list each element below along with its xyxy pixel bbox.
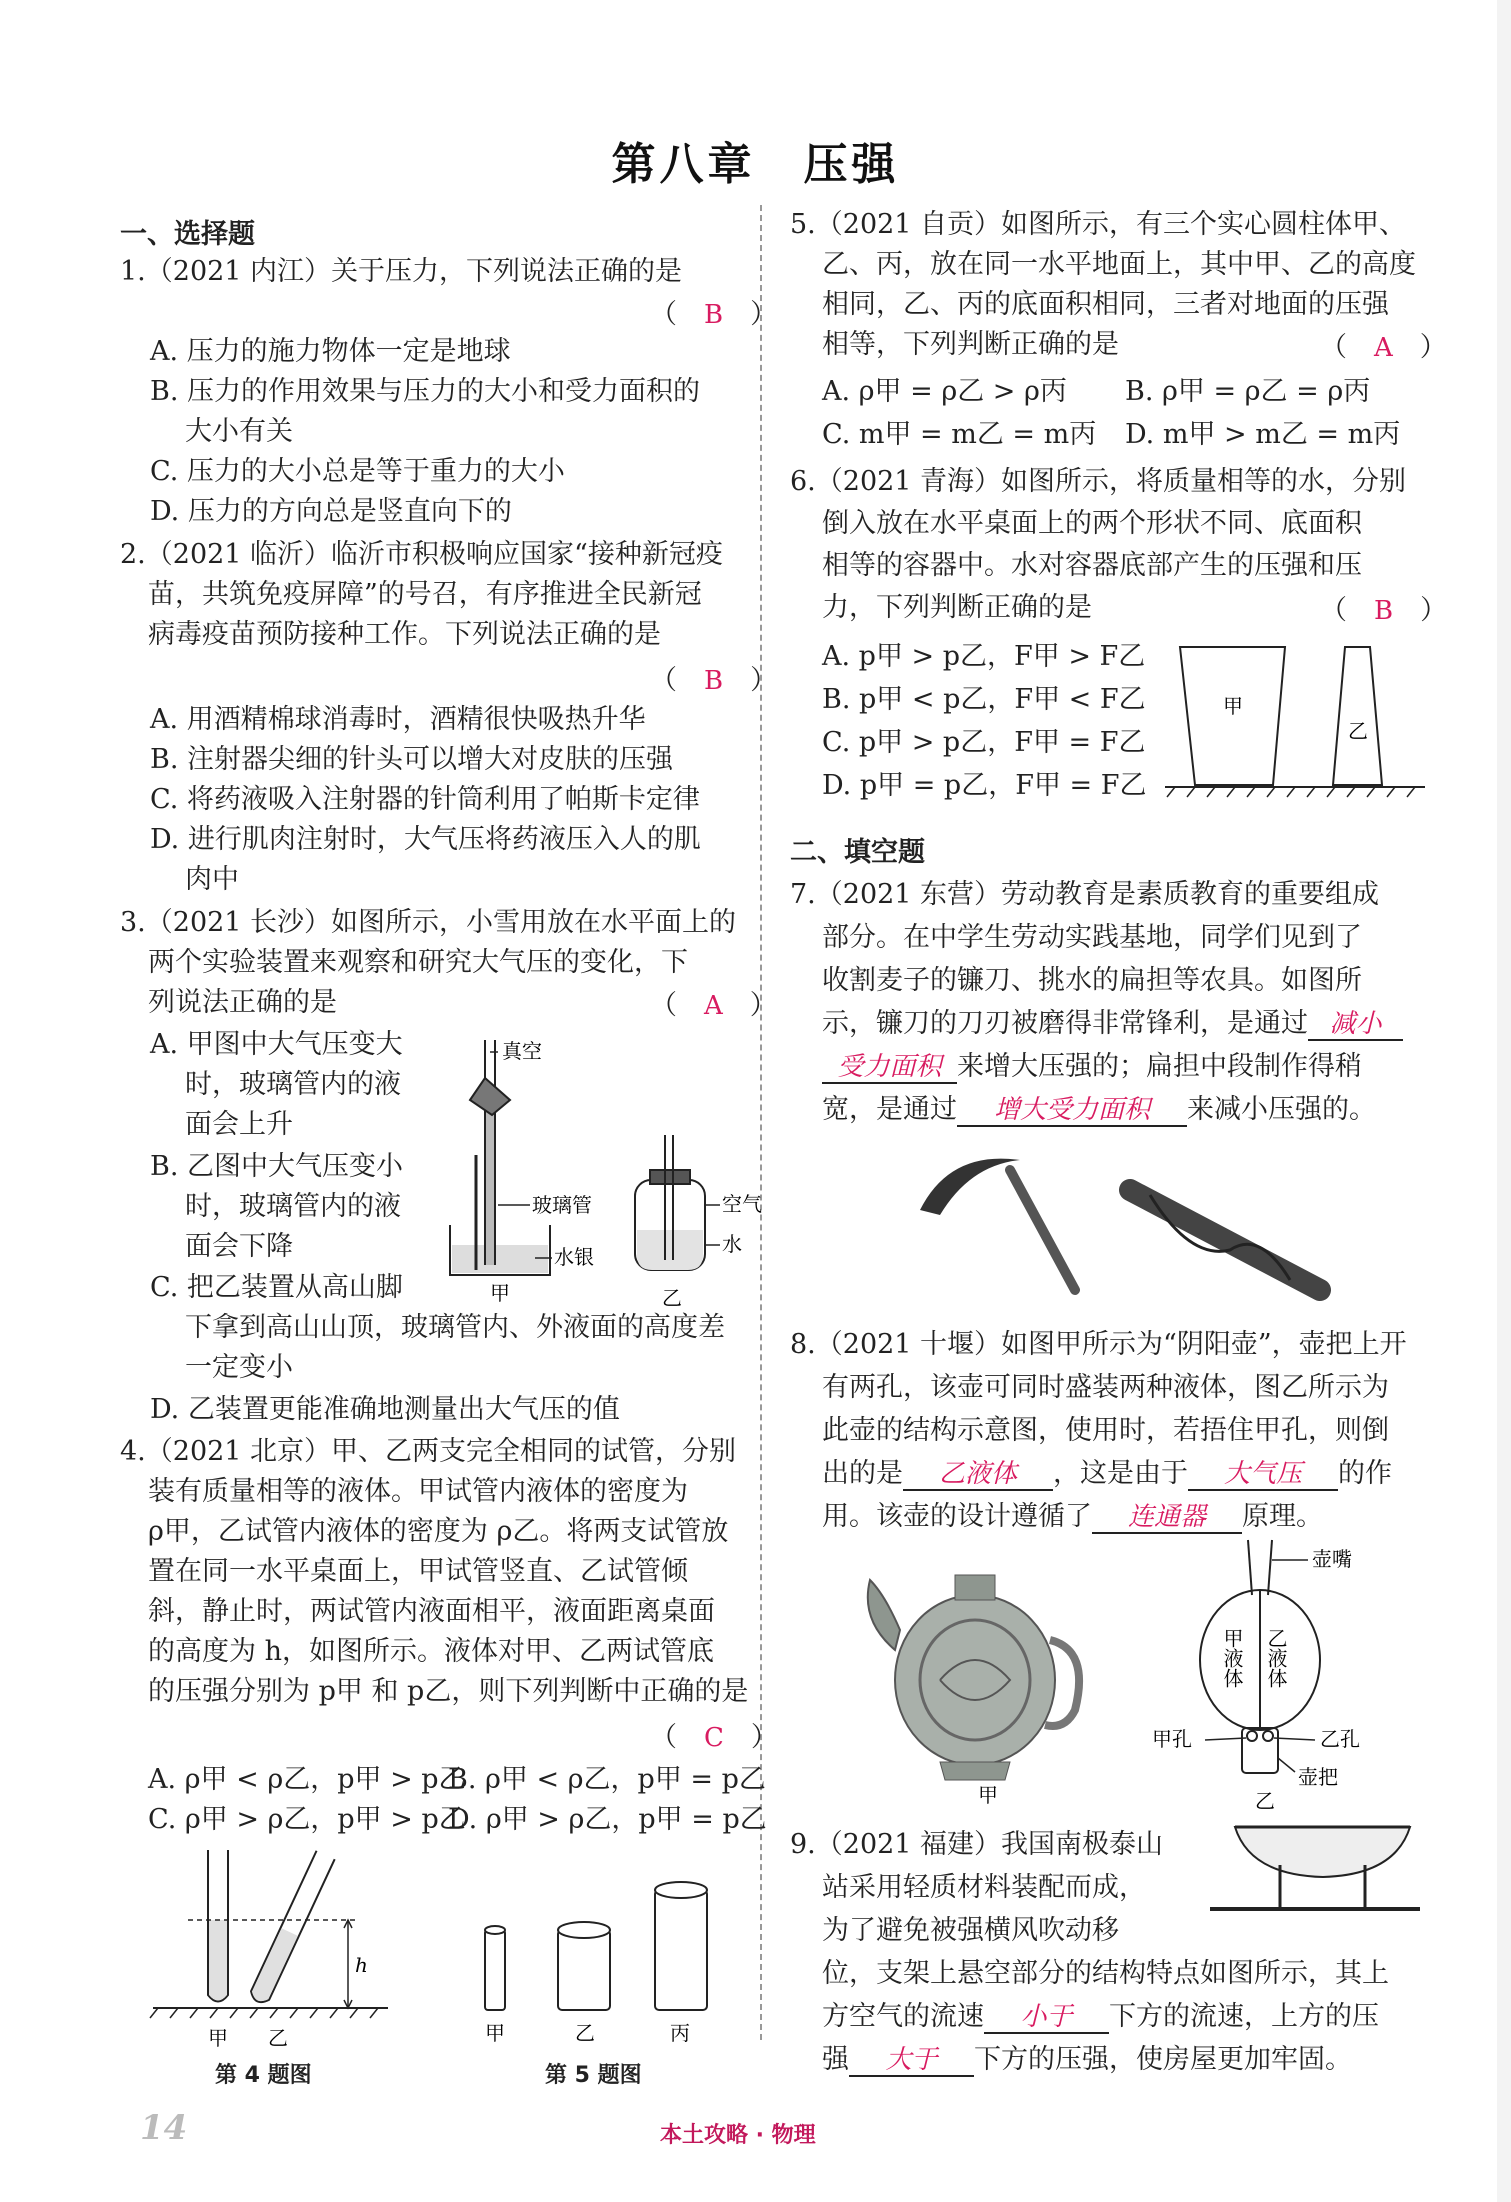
bottle-yi <box>635 1135 705 1270</box>
q8-post2: 原理。 <box>1242 1501 1323 1532</box>
sickle-blade <box>920 1159 1020 1215</box>
q6-line3: 相等的容器中。水对容器底部产生的压强和压 <box>822 550 1362 581</box>
q8-pre2: 用。该壶的设计遵循了 <box>822 1501 1092 1532</box>
q9-pre2: 强 <box>822 2044 849 2075</box>
section-fill: 二、填空题 <box>790 837 925 868</box>
q8-line5-wrap <box>822 1497 1323 1537</box>
label-h: h <box>355 1953 368 1977</box>
q9-pre: 方空气的流速 <box>822 2001 984 2032</box>
q7-line3: 收割麦子的镰刀、挑水的扁担等农具。如图所 <box>822 965 1362 996</box>
q5-opt-c: C. m甲 = m乙 = m丙 <box>822 419 1097 450</box>
q6-answer-bracket: （ B ） <box>1320 595 1448 626</box>
q3-opt-b3: 面会下降 <box>185 1231 293 1262</box>
q3-answer: A <box>704 991 723 1021</box>
cylinder-jia <box>485 1930 505 2010</box>
q2-line1: 2.（2021 临沂）临沂市积极响应国家“接种新冠疫 <box>120 539 723 570</box>
label-jia: 甲 <box>490 1281 510 1305</box>
q7-line6-wrap <box>822 1090 1376 1130</box>
cylinder-yi <box>558 1930 610 2010</box>
fig4-label-yi: 乙 <box>268 2026 288 2050</box>
q3-opt-c3: 一定变小 <box>185 1352 293 1383</box>
q2-line3: 病毒疫苗预防接种工作。下列说法正确的是 <box>148 619 661 650</box>
label-yi-liquid: 乙液体 <box>1264 1628 1288 1688</box>
q1-opt-b2: 大小有关 <box>185 416 293 447</box>
q2-answer: B <box>704 666 724 696</box>
q8-mid: ，这是由于 <box>1053 1458 1188 1489</box>
mercury-column <box>486 1090 494 1265</box>
q3-opt-d: D. 乙装置更能准确地测量出大气压的值 <box>150 1394 620 1425</box>
q2-opt-d2: 肉中 <box>185 864 239 895</box>
q4-opt-a: A. ρ甲 < ρ乙，p甲 > p乙 <box>148 1764 466 1795</box>
label-jia-liquid: 甲液体 <box>1220 1628 1244 1688</box>
q5-answer: A <box>1374 333 1393 363</box>
q7-line1: 7.（2021 东营）劳动教育是素质教育的重要组成 <box>790 879 1380 910</box>
q6-opt-c: C. p甲 > p乙，F甲 = F乙 <box>822 727 1146 758</box>
q7-blank1b: 受力面积 <box>822 1052 957 1084</box>
q8-post: 的作 <box>1338 1458 1392 1489</box>
chapter-title: 第八章 压强 <box>611 139 900 190</box>
teapot-diagram <box>1200 1540 1320 1773</box>
fig4-label-jia: 甲 <box>208 2026 228 2050</box>
q7-blank1a: 减小 <box>1308 1009 1403 1041</box>
q1-answer: B <box>704 300 724 330</box>
fig5-label-jia: 甲 <box>485 2021 505 2045</box>
q9-line1: 9.（2021 福建）我国南极泰山 <box>790 1829 1164 1860</box>
fig5-caption: 第 5 题图 <box>545 2063 642 2088</box>
q4-opt-c: C. ρ甲 > ρ乙，p甲 > p乙 <box>148 1804 466 1835</box>
q3-answer-bracket: （ A ） <box>650 990 777 1021</box>
q9-line3: 为了避免被强横风吹动移 <box>822 1915 1119 1946</box>
q3-opt-a2: 时，玻璃管内的液 <box>185 1069 401 1100</box>
q5-line3: 相同，乙、丙的底面积相同，三者对地面的压强 <box>822 289 1389 320</box>
section-choice: 一、选择题 <box>120 219 255 250</box>
fig5-label-yi: 乙 <box>575 2021 595 2045</box>
q7-figure <box>910 1140 1330 1310</box>
fig6-label-yi: 乙 <box>1348 719 1368 743</box>
footer-brand: 本土攻略 · 物理 <box>660 2123 816 2148</box>
q4-line3: ρ甲，乙试管内液体的密度为 ρ乙。将两支试管放 <box>148 1516 729 1547</box>
q1-stem: 1.（2021 内江）关于压力，下列说法正确的是 <box>120 256 683 287</box>
label-spout: 壶嘴 <box>1312 1547 1352 1571</box>
q6-opt-d: D. p甲 = p乙，F甲 = F乙 <box>822 770 1147 801</box>
q2-opt-d: D. 进行肌肉注射时，大气压将药液压入人的肌 <box>150 824 701 855</box>
q2-line2: 苗，共筑免疫屏障”的号召，有序推进全民新冠 <box>148 579 702 610</box>
q9-line6-wrap <box>822 2040 1352 2080</box>
q5-line1: 5.（2021 自贡）如图所示，有三个实心圆柱体甲、 <box>790 209 1407 240</box>
q5-answer-bracket: （ A ） <box>1320 332 1447 363</box>
label-vacuum: 真空 <box>502 1039 542 1063</box>
q1-answer-bracket: （ B ） <box>650 299 778 330</box>
fig6-label-jia: 甲 <box>1223 694 1243 718</box>
q2-opt-b: B. 注射器尖细的针头可以增大对皮肤的压强 <box>150 744 674 775</box>
q3-opt-a3: 面会上升 <box>185 1109 293 1140</box>
q8-line3: 此壶的结构示意图，使用时，若捂住甲孔，则倒 <box>822 1415 1389 1446</box>
q3-opt-c2: 下拿到高山山顶，玻璃管内、外液面的高度差 <box>185 1312 725 1343</box>
q4-line1: 4.（2021 北京）甲、乙两支完全相同的试管，分别 <box>120 1436 737 1467</box>
q3-line2: 两个实验装置来观察和研究大气压的变化，下 <box>148 947 688 978</box>
q2-answer-bracket: （ B ） <box>650 665 778 696</box>
q7-line4-wrap <box>822 1004 1403 1044</box>
q7-line5-wrap <box>822 1047 1362 1087</box>
label-water: 水 <box>722 1232 742 1256</box>
q1-opt-d: D. 压力的方向总是竖直向下的 <box>150 496 512 527</box>
q8-blank2: 大气压 <box>1188 1459 1338 1491</box>
q1-opt-c: C. 压力的大小总是等于重力的大小 <box>150 456 565 487</box>
label-jia-hole: 甲孔 <box>1152 1727 1192 1751</box>
q4-opt-b: B. ρ甲 < ρ乙，p甲 = p乙 <box>448 1764 766 1795</box>
q7-line4: 示，镰刀的刀刃被磨得非常锋利，是通过 <box>822 1008 1308 1039</box>
teapot-photo <box>868 1575 1079 1780</box>
q6-line4: 力，下列判断正确的是 <box>822 592 1092 623</box>
q8-line1: 8.（2021 十堰）如图甲所示为“阴阳壶”，壶把上开 <box>790 1329 1407 1360</box>
q6-figure <box>1160 635 1430 815</box>
q3-opt-b: B. 乙图中大气压变小 <box>150 1151 404 1182</box>
q9-post2: 下方的压强，使房屋更加牢固。 <box>974 2044 1352 2075</box>
q9-blank2: 大于 <box>849 2045 974 2077</box>
label-mercury: 水银 <box>554 1245 594 1269</box>
q1-opt-b: B. 压力的作用效果与压力的大小和受力面积的 <box>150 376 701 407</box>
q4-answer-bracket: （ C ） <box>650 1722 778 1753</box>
q5-line2: 乙、丙，放在同一水平地面上，其中甲、乙的高度 <box>822 249 1416 280</box>
page-number: 14 <box>140 2108 188 2148</box>
q2-opt-c: C. 将药液吸入注射器的针筒利用了帕斯卡定律 <box>150 784 700 815</box>
barometer-jia <box>450 1040 550 1275</box>
q9-figure <box>1195 1815 1425 1925</box>
fig8-label-jia: 甲 <box>978 1783 998 1807</box>
q6-opt-b: B. p甲 < p乙，F甲 < F乙 <box>822 684 1146 715</box>
q8-figure <box>860 1540 1420 1813</box>
label-glass-tube: 玻璃管 <box>532 1193 592 1217</box>
q7-line2: 部分。在中学生劳动实践基地，同学们见到了 <box>822 922 1362 953</box>
q6-line1: 6.（2021 青海）如图所示，将质量相等的水，分别 <box>790 466 1407 497</box>
q9-line2: 站采用轻质材料装配而成， <box>822 1872 1146 1903</box>
q3-opt-a: A. 甲图中大气压变大 <box>150 1029 403 1060</box>
carrying-pole <box>1130 1190 1320 1290</box>
q7-blank2: 增大受力面积 <box>957 1095 1187 1127</box>
q7-post2: 来减小压强的。 <box>1187 1094 1376 1125</box>
cylinder-bing <box>655 1890 707 2010</box>
q3-line3: 列说法正确的是 <box>148 987 337 1018</box>
q9-mid: 下方的流速，上方的压 <box>1109 2001 1379 2032</box>
q7-mid: 来增大压强的；扁担中段制作得稍 <box>957 1051 1362 1082</box>
q6-opt-a: A. p甲 > p乙，F甲 > F乙 <box>822 641 1146 672</box>
q4-figure <box>148 1840 398 2060</box>
q4-line4: 置在同一水平桌面上，甲试管竖直、乙试管倾 <box>148 1556 688 1587</box>
container-yi <box>1333 647 1382 785</box>
q8-pre: 出的是 <box>822 1458 903 1489</box>
q8-line4-wrap <box>822 1454 1392 1494</box>
q4-line6: 的高度为 h，如图所示。液体对甲、乙两试管底 <box>148 1636 714 1667</box>
q6-answer: B <box>1374 596 1394 626</box>
fig4-caption: 第 4 题图 <box>215 2063 312 2088</box>
q1-opt-a: A. 压力的施力物体一定是地球 <box>150 336 511 367</box>
q5-line4: 相等，下列判断正确的是 <box>822 329 1119 360</box>
fig8-label-yi: 乙 <box>1255 1789 1275 1813</box>
test-tube-yi <box>248 1851 334 2006</box>
q9-blank1: 小于 <box>984 2002 1109 2034</box>
q7-pre2: 宽，是通过 <box>822 1094 957 1125</box>
q4-line5: 斜，静止时，两试管内液面相平，液面距离桌面 <box>148 1596 715 1627</box>
q8-blank3: 连通器 <box>1092 1502 1242 1534</box>
q4-opt-d: D. ρ甲 > ρ乙，p甲 = p乙 <box>448 1804 767 1835</box>
q9-line4: 位，支架上悬空部分的结构特点如图所示，其上 <box>822 1958 1389 1989</box>
label-yi: 乙 <box>662 1286 682 1310</box>
label-yi-hole: 乙孔 <box>1320 1727 1360 1751</box>
q3-opt-c: C. 把乙装置从高山脚 <box>150 1272 403 1303</box>
q3-line1: 3.（2021 长沙）如图所示，小雪用放在水平面上的 <box>120 907 737 938</box>
q9-line5-wrap <box>822 1997 1379 2037</box>
q4-line7: 的压强分别为 p甲 和 p乙，则下列判断中正确的是 <box>148 1676 749 1707</box>
q5-opt-d: D. m甲 > m乙 = m丙 <box>1125 419 1401 450</box>
q2-opt-a: A. 用酒精棉球消毒时，酒精很快吸热升华 <box>150 704 646 735</box>
q5-opt-a: A. ρ甲 = ρ乙 > ρ丙 <box>822 376 1067 407</box>
sickle-handle <box>1010 1170 1075 1290</box>
q5-opt-b: B. ρ甲 = ρ乙 = ρ丙 <box>1125 376 1371 407</box>
liquid-jia <box>209 1920 227 2001</box>
q8-blank1: 乙液体 <box>903 1459 1053 1491</box>
page-edge <box>1497 0 1511 2202</box>
station-body <box>1235 1827 1410 1877</box>
table-hatch <box>150 2008 378 2018</box>
label-handle: 壶把 <box>1298 1765 1338 1789</box>
fig5-label-bing: 丙 <box>670 2021 690 2045</box>
q3-opt-b2: 时，玻璃管内的液 <box>185 1191 401 1222</box>
q8-line2: 有两孔，该壶可同时盛装两种液体，图乙所示为 <box>822 1372 1389 1403</box>
q6-line2: 倒入放在水平桌面上的两个形状不同、底面积 <box>822 508 1362 539</box>
q4-answer: C <box>704 1723 724 1753</box>
q4-line2: 装有质量相等的液体。甲试管内液体的密度为 <box>148 1476 688 1507</box>
clamp <box>470 1078 510 1115</box>
mercury-fill <box>452 1245 548 1273</box>
q5-figure <box>470 1880 730 2060</box>
label-air: 空气 <box>722 1192 762 1216</box>
q3-figure <box>440 1030 762 1310</box>
